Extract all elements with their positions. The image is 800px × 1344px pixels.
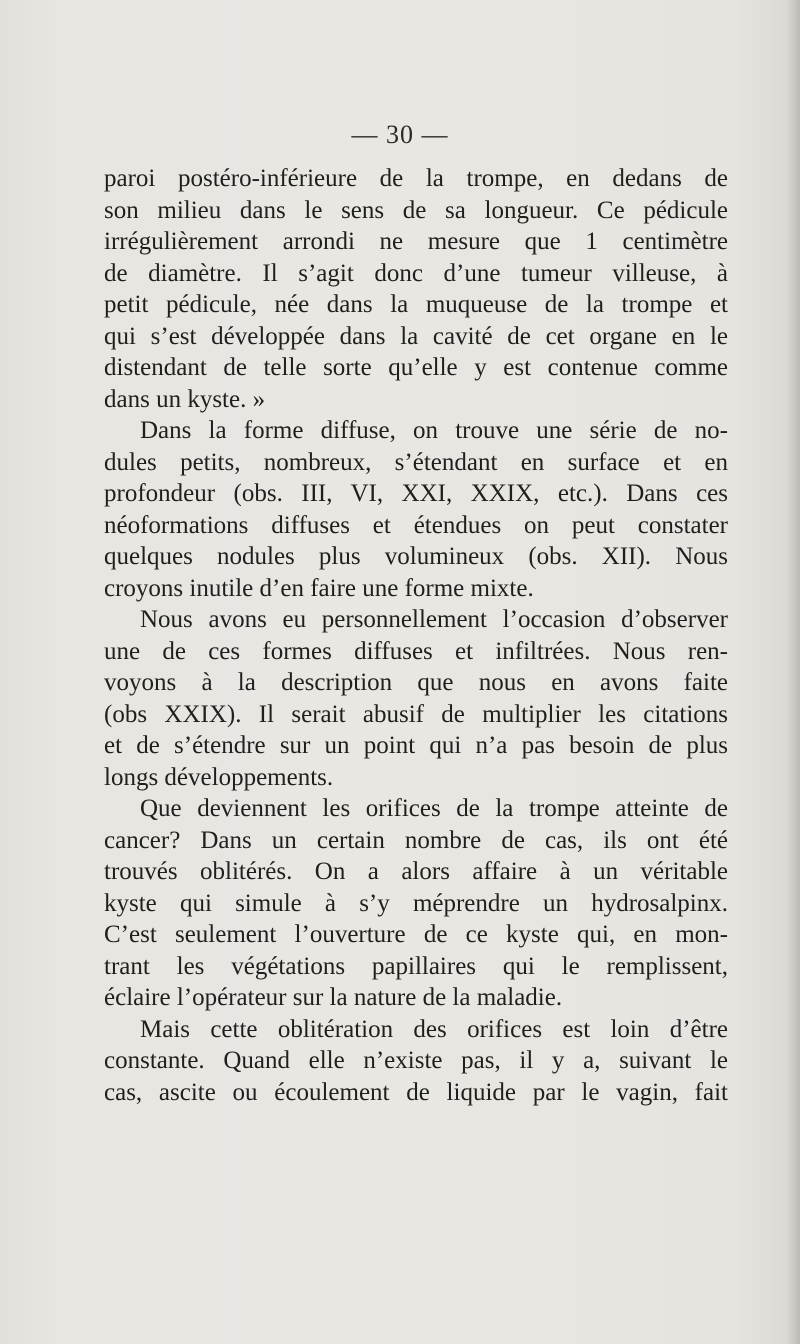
text-line: cancer? Dans un certain nombre de cas, ils ont été — [104, 826, 728, 854]
text-line: son milieu dans le sens de sa longueur. Ce pédicule — [104, 196, 728, 224]
text-line: kyste qui simule à s’y méprendre un hydrosalpinx. — [104, 889, 728, 917]
text-line: dans un kyste. » — [104, 385, 266, 413]
text-line: profondeur (obs. III, VI, XXI, XXIX, etc.). Dans ces — [104, 480, 728, 507]
page-number: — 30 — — [351, 120, 449, 149]
text-line: (obs XXIX). Il serait abusif de multiplier les citations — [104, 700, 728, 728]
text-line: C’est seulement l’ouverture de ce kyste qui, en mon- — [104, 921, 728, 948]
text-line: constante. Quand elle n’existe pas, il y a, suivant le — [104, 1047, 728, 1074]
text-line: petit pédicule, née dans la muqueuse de la trompe et — [104, 291, 728, 318]
page-edge-shadow — [786, 0, 800, 1344]
text-line: de diamètre. Il s’agit donc d’une tumeur villeuse, à — [104, 259, 728, 287]
text-line: cas, ascite ou écoulement de liquide par le vagin, fait — [104, 1078, 728, 1106]
text-line: irrégulièrement arrondi ne mesure que 1 centimètre — [104, 228, 728, 255]
text-line: éclaire l’opérateur sur la nature de la maladie. — [104, 984, 563, 1011]
text-line: une de ces formes diffuses et infiltrées. Nous ren- — [104, 637, 728, 665]
text-line: paroi postéro-inférieure de la trompe, en dedans de — [104, 165, 728, 192]
text-line: croyons inutile d’en faire une forme mixte. — [104, 574, 534, 602]
paragraph-start-line: Nous avons eu personnellement l’occasion d’observer — [140, 606, 728, 633]
text-line: trouvés oblitérés. On a alors affaire à un véritable — [104, 858, 728, 885]
text-line: longs développements. — [104, 763, 334, 791]
paragraph-start-line: Dans la forme diffuse, on trouve une série de no- — [140, 417, 728, 444]
paragraph-start-line: Mais cette oblitération des orifices est loin d’être — [140, 1015, 728, 1043]
body-text — [104, 163, 728, 1108]
text-line: qui s’est développée dans la cavité de cet organe en le — [104, 322, 728, 350]
paragraph-start-line: Que deviennent les orifices de la trompe atteinte de — [140, 795, 728, 822]
text-line: dules petits, nombreux, s’étendant en surface et en — [104, 448, 728, 476]
text-line: distendant de telle sorte qu’elle y est contenue comme — [104, 354, 728, 381]
text-line: néoformations diffuses et étendues on peut constater — [104, 511, 728, 539]
text-line: et de s’étendre sur un point qui n’a pas besoin de plus — [104, 732, 728, 759]
text-line: trant les végétations papillaires qui le remplissent, — [104, 952, 728, 980]
text-line: quelques nodules plus volumineux (obs. XII). Nous — [104, 543, 728, 570]
text-line: voyons à la description que nous en avons faite — [104, 669, 728, 696]
